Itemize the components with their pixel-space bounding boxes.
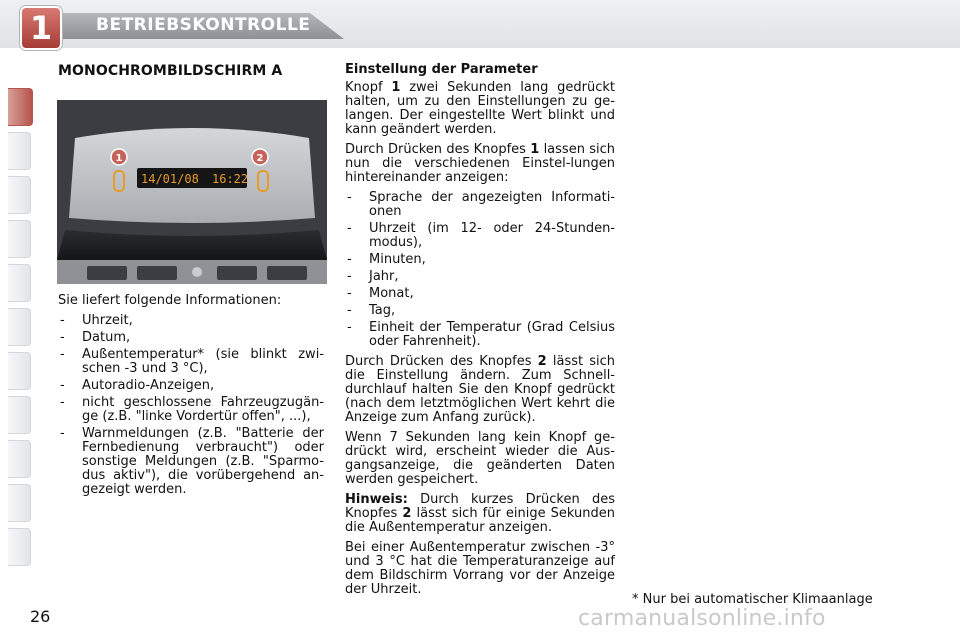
display-date: 14/01/08 [141,172,199,186]
footnote: * Nur bei automatischer Klimaanlage [632,592,873,607]
chapter-tab-2[interactable] [8,132,31,170]
chapter-tab-strip [8,60,34,578]
list-item: - Warnmeldungen (z.B. "Batterie der Fernbedienung verbraucht") oder sonstige Meldungen (z.B. "Sparmo-dus aktiv"), die vorübergehend an-gezeigt werden. [58,427,324,497]
left-column [58,294,324,503]
list-item: - Uhrzeit (im 12- oder 24-Stunden-modus), [345,222,615,250]
callout-2-label: 2 [256,153,264,164]
settings-list [345,191,615,349]
chapter-tab-11[interactable] [8,528,31,566]
display-illustration [57,100,327,284]
list-item: - Monat, [345,287,615,301]
list-item: - Sprache der angezeigten Informati-onen [345,191,615,219]
display-photo [57,100,327,284]
chapter-tab-10[interactable] [8,484,31,522]
paragraph-4: Wenn 7 Sekunden lang kein Knopf ge-drückt wird, erscheint wieder die Aus-gangsanzeige, die geänderten Daten werden gespeichert. [345,430,615,487]
button-ref: 1 [530,142,540,157]
header-title: BETRIEBSKONTROLLE [96,15,311,35]
left-intro: Sie liefert folgende Informationen: [58,293,282,308]
chapter-tab-8[interactable] [8,396,31,434]
chapter-tab-1[interactable] [8,88,33,126]
paragraph-3 [345,355,615,425]
list-item: - Tag, [345,304,615,318]
chapter-tab-3[interactable] [8,176,31,214]
button-ref: 2 [537,354,547,369]
list-item: - Datum, [58,331,324,345]
text-run: lassen sich nun die verschiedenen Einstel-lungen hintereinander anzeigen: [345,142,615,185]
list-item: - Außentemperatur* (sie blinkt zwi-schen -3 und 3 °C), [58,348,324,376]
text-run: lässt sich die Einstellung ändern. Zum Schnell-durchlauf halten Sie den Knopf gedrückt (nach dem letztmöglichen Wert kehrt die Anzeige zum Anfang zurück). [345,354,616,425]
paragraph-5 [345,493,615,535]
paragraph-2 [345,143,615,185]
hazard-switch-icon [192,267,202,277]
chapter-badge: 1 [20,6,62,50]
watermark: carmanualsonline.info [578,606,826,631]
list-item: - Autoradio-Anzeigen, [58,379,324,393]
chapter-tab-9[interactable] [8,440,31,478]
info-list [58,314,324,497]
list-item: - Jahr, [345,270,615,284]
callout-1-label: 1 [115,153,123,164]
chapter-tab-6[interactable] [8,308,31,346]
note-label: Hinweis: [345,492,408,507]
chapter-tab-4[interactable] [8,220,31,258]
section-title: MONOCHROMBILDSCHIRM A [58,63,283,79]
button-ref: 2 [402,506,412,521]
text-run: Knopf [345,80,392,95]
list-item: - Uhrzeit, [58,314,324,328]
paragraph-6: Bei einer Außentemperatur zwischen -3° und 3 °C hat die Temperaturanzeige auf dem Bildschirm Vorrang vor der Anzeige der Uhrzeit. [345,540,615,597]
right-column [345,63,615,603]
list-item: - Minuten, [345,253,615,267]
chapter-tab-7[interactable] [8,352,31,390]
text-run: lässt sich für einige Sekunden die Außentemperatur anzeigen. [345,506,615,535]
text-run: zwei Sekunden lang gedrückt halten, um zu den Einstellungen zu ge-langen. Der eingestellte Wert blinkt und kann geändert werden. [345,80,615,137]
text-run: Durch Drücken des Knopfes [345,354,538,369]
button-ref: 1 [391,80,401,95]
text-run: Durch Drücken des Knopfes [345,142,531,157]
page-number: 26 [30,607,51,626]
list-item: - Einheit der Temperatur (Grad Celsius oder Fahrenheit). [345,321,615,349]
text-run: Durch kurzes Drücken des Knopfes [345,492,615,521]
display-time: 16:22 [212,172,249,186]
settings-heading: Einstellung der Parameter [345,62,538,77]
list-item: - nicht geschlossene Fahrzeugzugän-ge (z.B. "linke Vordertür offen", ...), [58,396,324,424]
chapter-tab-5[interactable] [8,264,31,302]
paragraph-1 [345,81,615,137]
